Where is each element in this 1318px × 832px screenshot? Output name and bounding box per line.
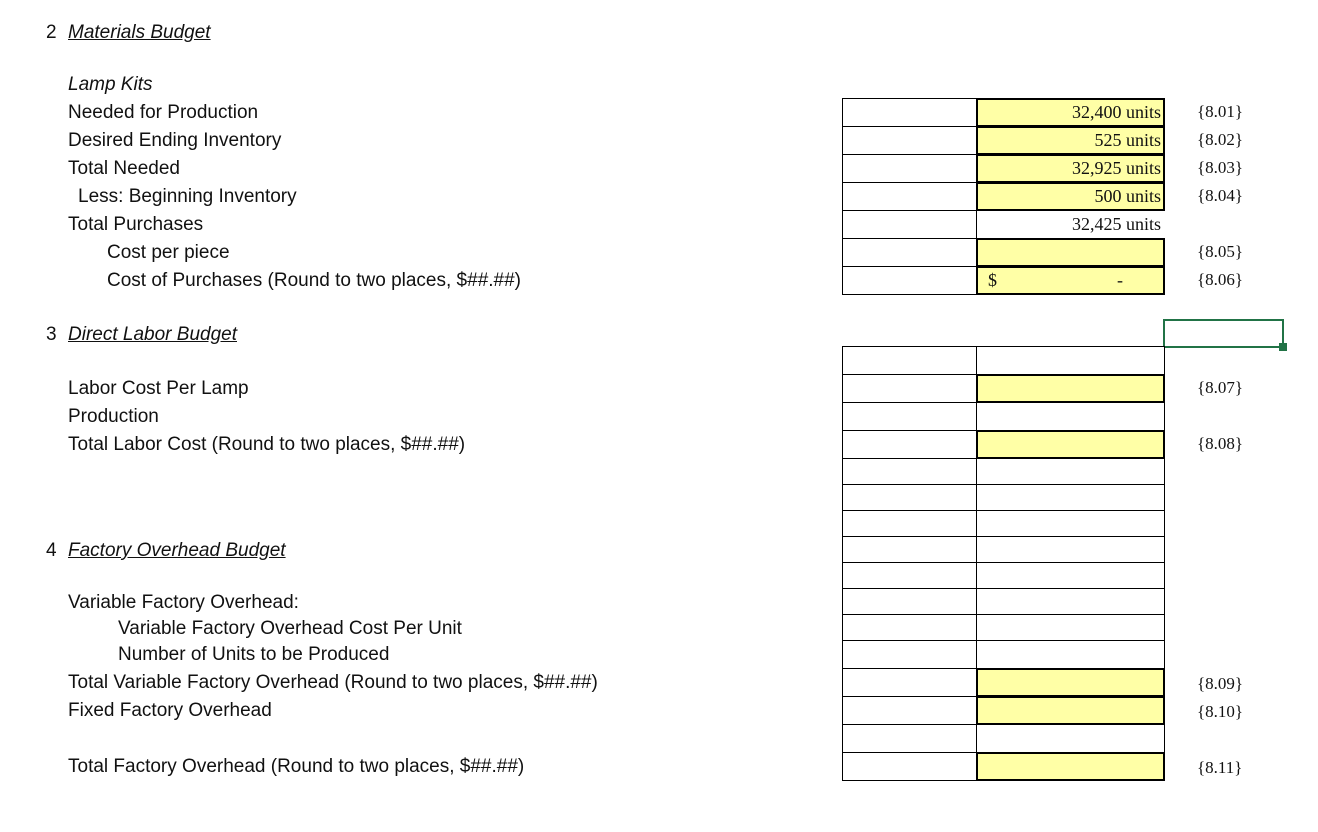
cell-overhead-b0[interactable] xyxy=(976,536,1165,563)
label-total-factory-overhead: Total Factory Overhead (Round to two places, $##.##) xyxy=(68,756,525,777)
cell-overhead-a6[interactable] xyxy=(842,696,977,725)
cell-blank-a3[interactable] xyxy=(842,510,977,537)
section-number-overhead: 4 xyxy=(46,540,57,561)
cell-overhead-a0[interactable] xyxy=(842,536,977,563)
ref-8-04: {8.04} xyxy=(1197,186,1244,205)
cell-labor-a0[interactable] xyxy=(842,346,977,375)
cell-materials-a6[interactable] xyxy=(842,238,977,267)
cell-overhead-b7[interactable] xyxy=(976,724,1165,753)
input-fixed-factory-overhead[interactable] xyxy=(976,696,1165,725)
section-title-materials: Materials Budget xyxy=(68,22,211,43)
label-desired-ending-inventory: Desired Ending Inventory xyxy=(68,130,282,151)
cell-labor-a2[interactable] xyxy=(842,402,977,431)
value-total-needed: 32,925 units xyxy=(1071,158,1161,178)
value-less-beginning-inventory: 500 units xyxy=(1094,186,1161,206)
label-production: Production xyxy=(68,406,159,427)
section-title-labor: Direct Labor Budget xyxy=(68,324,237,345)
label-cost-of-purchases: Cost of Purchases (Round to two places, $##.##) xyxy=(107,270,522,291)
label-labor-cost-per-lamp: Labor Cost Per Lamp xyxy=(68,378,249,399)
cell-overhead-b2[interactable] xyxy=(976,588,1165,615)
cell-production[interactable] xyxy=(976,402,1165,431)
cell-overhead-a7[interactable] xyxy=(842,724,977,753)
label-needed-for-production: Needed for Production xyxy=(68,102,259,123)
cell-blank-a2[interactable] xyxy=(842,484,977,511)
input-total-variable-overhead[interactable] xyxy=(976,668,1165,697)
cell-number-of-units[interactable] xyxy=(976,640,1165,669)
cell-overhead-a3[interactable] xyxy=(842,614,977,641)
cell-overhead-a5[interactable] xyxy=(842,668,977,697)
cell-labor-a3[interactable] xyxy=(842,430,977,459)
ref-8-09: {8.09} xyxy=(1197,674,1244,693)
section-number-labor: 3 xyxy=(46,324,57,345)
input-total-factory-overhead[interactable] xyxy=(976,752,1165,781)
label-less-beginning-inventory: Less: Beginning Inventory xyxy=(78,186,297,207)
cell-overhead-a8[interactable] xyxy=(842,752,977,781)
cell-blank-a1[interactable] xyxy=(842,458,977,485)
label-variable-factory-overhead: Variable Factory Overhead: xyxy=(68,592,299,613)
value-total-purchases: 32,425 units xyxy=(1071,214,1161,234)
value-desired-ending-inventory: 525 units xyxy=(1094,130,1161,150)
label-number-of-units: Number of Units to be Produced xyxy=(118,644,390,665)
ref-8-05: {8.05} xyxy=(1197,242,1244,261)
input-cost-of-purchases[interactable] xyxy=(976,266,1165,295)
value-needed-for-production: 32,400 units xyxy=(1071,102,1161,122)
currency-symbol: $ xyxy=(988,270,997,290)
cell-overhead-a4[interactable] xyxy=(842,640,977,669)
label-total-needed: Total Needed xyxy=(68,158,180,179)
fill-handle[interactable] xyxy=(1279,343,1287,351)
ref-8-10: {8.10} xyxy=(1197,702,1244,721)
label-cost-per-piece: Cost per piece xyxy=(107,242,230,263)
label-total-labor-cost: Total Labor Cost (Round to two places, $##.##) xyxy=(68,434,466,455)
ref-8-03: {8.03} xyxy=(1197,158,1244,177)
cell-materials-a3[interactable] xyxy=(842,154,977,183)
cell-materials-a4[interactable] xyxy=(842,182,977,211)
ref-8-07: {8.07} xyxy=(1197,378,1244,397)
ref-8-08: {8.08} xyxy=(1197,434,1244,453)
label-fixed-factory-overhead: Fixed Factory Overhead xyxy=(68,700,272,721)
cell-materials-a7[interactable] xyxy=(842,266,977,295)
cell-overhead-a1[interactable] xyxy=(842,562,977,589)
ref-8-11: {8.11} xyxy=(1197,758,1243,777)
value-cost-of-purchases: - xyxy=(1117,270,1123,290)
active-cell-selection[interactable] xyxy=(1163,319,1284,348)
label-variable-overhead-cost-per-unit: Variable Factory Overhead Cost Per Unit xyxy=(118,618,462,639)
cell-overhead-b1[interactable] xyxy=(976,562,1165,589)
cell-variable-cost-per-unit[interactable] xyxy=(976,614,1165,641)
section-title-overhead: Factory Overhead Budget xyxy=(68,540,286,561)
cell-overhead-a2[interactable] xyxy=(842,588,977,615)
cell-blank-b2[interactable] xyxy=(976,484,1165,511)
cell-blank-b3[interactable] xyxy=(976,510,1165,537)
cell-labor-a1[interactable] xyxy=(842,374,977,403)
label-total-variable-overhead: Total Variable Factory Overhead (Round to two places, $##.##) xyxy=(68,672,598,693)
cell-materials-a1[interactable] xyxy=(842,98,977,127)
ref-8-06: {8.06} xyxy=(1197,270,1244,289)
cell-materials-a5[interactable] xyxy=(842,210,977,239)
input-total-labor-cost[interactable] xyxy=(976,430,1165,459)
label-total-purchases: Total Purchases xyxy=(68,214,204,235)
cell-blank-b1[interactable] xyxy=(976,458,1165,485)
ref-8-01: {8.01} xyxy=(1197,102,1244,121)
input-cost-per-piece[interactable] xyxy=(976,238,1165,267)
materials-subtitle: Lamp Kits xyxy=(68,74,153,95)
section-number-materials: 2 xyxy=(46,22,57,43)
input-labor-cost-per-lamp[interactable] xyxy=(976,374,1165,403)
ref-8-02: {8.02} xyxy=(1197,130,1244,149)
cell-labor-b0[interactable] xyxy=(976,346,1165,375)
cell-materials-a2[interactable] xyxy=(842,126,977,155)
